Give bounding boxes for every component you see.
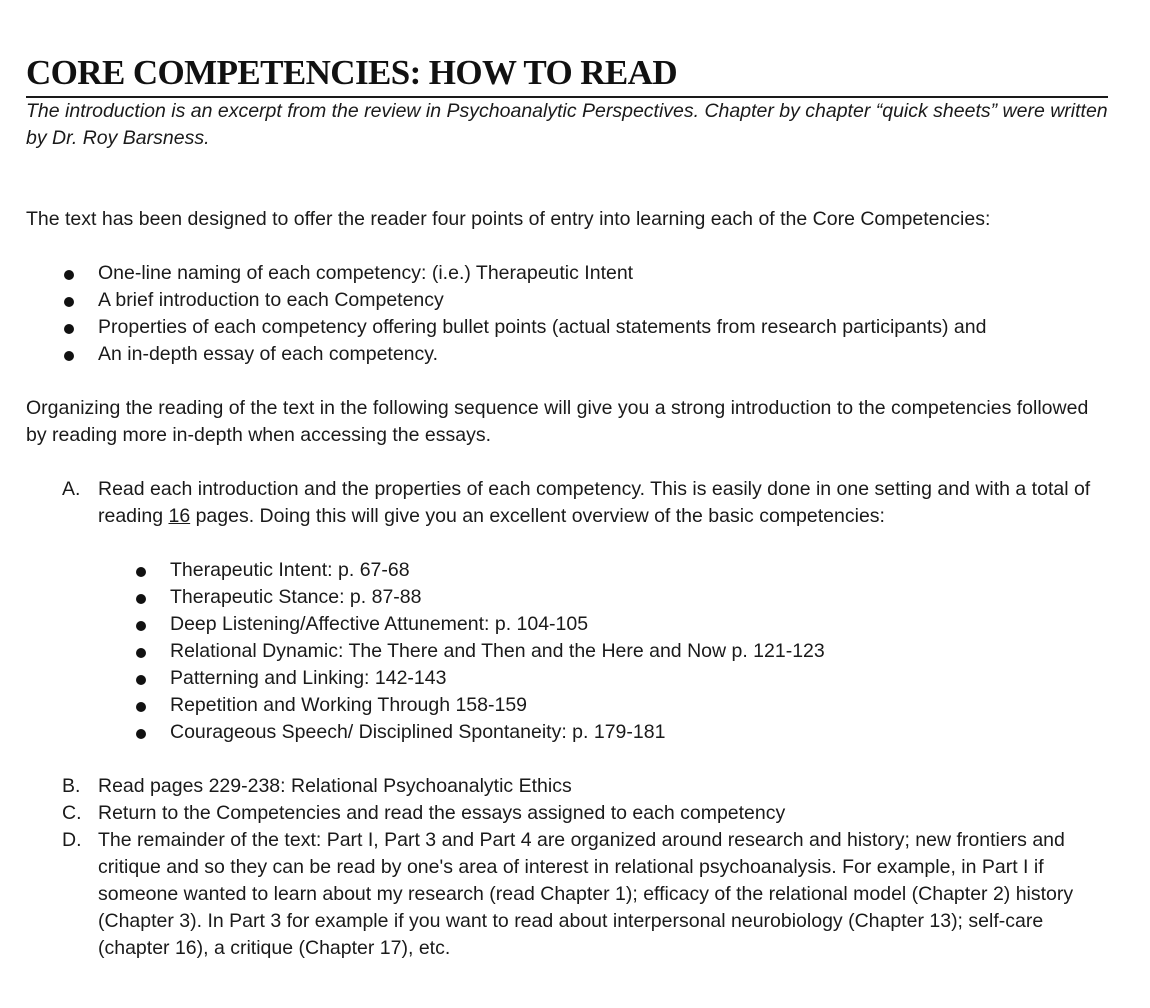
entry-point-text: A brief introduction to each Competency [98,289,444,311]
bullet-icon [64,297,74,307]
entry-points-list [26,260,1108,368]
list-item [26,341,1108,368]
bullet-icon [64,324,74,334]
bullet-icon [136,702,146,712]
list-item [26,692,1108,719]
list-item [26,719,1108,746]
bullet-icon [64,270,74,280]
list-item [26,557,1108,584]
sequence-item-a [26,476,1108,746]
list-item [26,260,1108,287]
document-page [26,53,1108,962]
sequence-item-c [26,800,1108,827]
competency-text: Therapeutic Stance: p. 87-88 [170,586,422,608]
reading-sequence-list [26,476,1108,962]
list-item [26,584,1108,611]
competencies-list [98,557,1108,746]
list-item [26,314,1108,341]
document-title: CORE COMPETENCIES: HOW TO READ [26,53,1108,98]
bullet-icon [136,648,146,658]
bullet-icon [136,729,146,739]
item-marker: D. [62,829,82,851]
competency-text: Therapeutic Intent: p. 67-68 [170,559,410,581]
sequence-item-d [26,827,1108,962]
list-item [26,665,1108,692]
item-marker: B. [62,775,81,797]
intro-paragraph: The text has been designed to offer the reader four points of entry into learning each of the Core Competencies: [26,208,991,230]
step-c-text: Return to the Competencies and read the essays assigned to each competency [98,802,786,824]
bullet-icon [136,621,146,631]
page-count: 16 [168,505,191,527]
competency-text: Repetition and Working Through 158-159 [170,694,528,716]
item-marker: A. [62,478,81,500]
step-a-text-before: Read each introduction and the properties of each competency. This is easily done in one setting and with a total of reading [98,478,1091,527]
bullet-icon [136,675,146,685]
step-b-text: Read pages 229-238: Relational Psychoanalytic Ethics [98,775,572,797]
step-d-text: The remainder of the text: Part I, Part 3 and Part 4 are organized around research and history; new frontiers and critique and so they can be read by one's area of interest in relational psychoanalysis. For example, in Part I if someone wanted to learn about my research (read Chapter 1); efficacy of the relational model (Chapter 2) history (Chapter 3). In Part 3 for example if you want to read about interpersonal neurobiology (Chapter 13); self-care (chapter 16), a critique (Chapter 17), etc. [98,829,1074,959]
bullet-icon [136,594,146,604]
document-subtitle: The introduction is an excerpt from the review in Psychoanalytic Perspectives. Chapter by chapter “quick sheets” were written by Dr. Roy Barsness. [26,100,1108,149]
list-item [26,611,1108,638]
competency-text: Relational Dynamic: The There and Then and the Here and Now p. 121-123 [170,640,825,662]
step-a-text-after: pages. Doing this will give you an excellent overview of the basic competencies: [190,505,885,527]
competency-text: Deep Listening/Affective Attunement: p. 104-105 [170,613,589,635]
list-item [26,638,1108,665]
item-marker: C. [62,802,82,824]
bullet-icon [64,351,74,361]
entry-point-text: One-line naming of each competency: (i.e.) Therapeutic Intent [98,262,634,284]
sequence-item-b [26,773,1108,800]
competency-text: Patterning and Linking: 142-143 [170,667,447,689]
organizing-paragraph: Organizing the reading of the text in the following sequence will give you a strong introduction to the competencies followed by reading more in-depth when accessing the essays. [26,397,1089,446]
competency-text: Courageous Speech/ Disciplined Spontaneity: p. 179-181 [170,721,666,743]
entry-point-text: Properties of each competency offering bullet points (actual statements from research participants) and [98,316,987,338]
list-item [26,287,1108,314]
entry-point-text: An in-depth essay of each competency. [98,343,439,365]
bullet-icon [136,567,146,577]
